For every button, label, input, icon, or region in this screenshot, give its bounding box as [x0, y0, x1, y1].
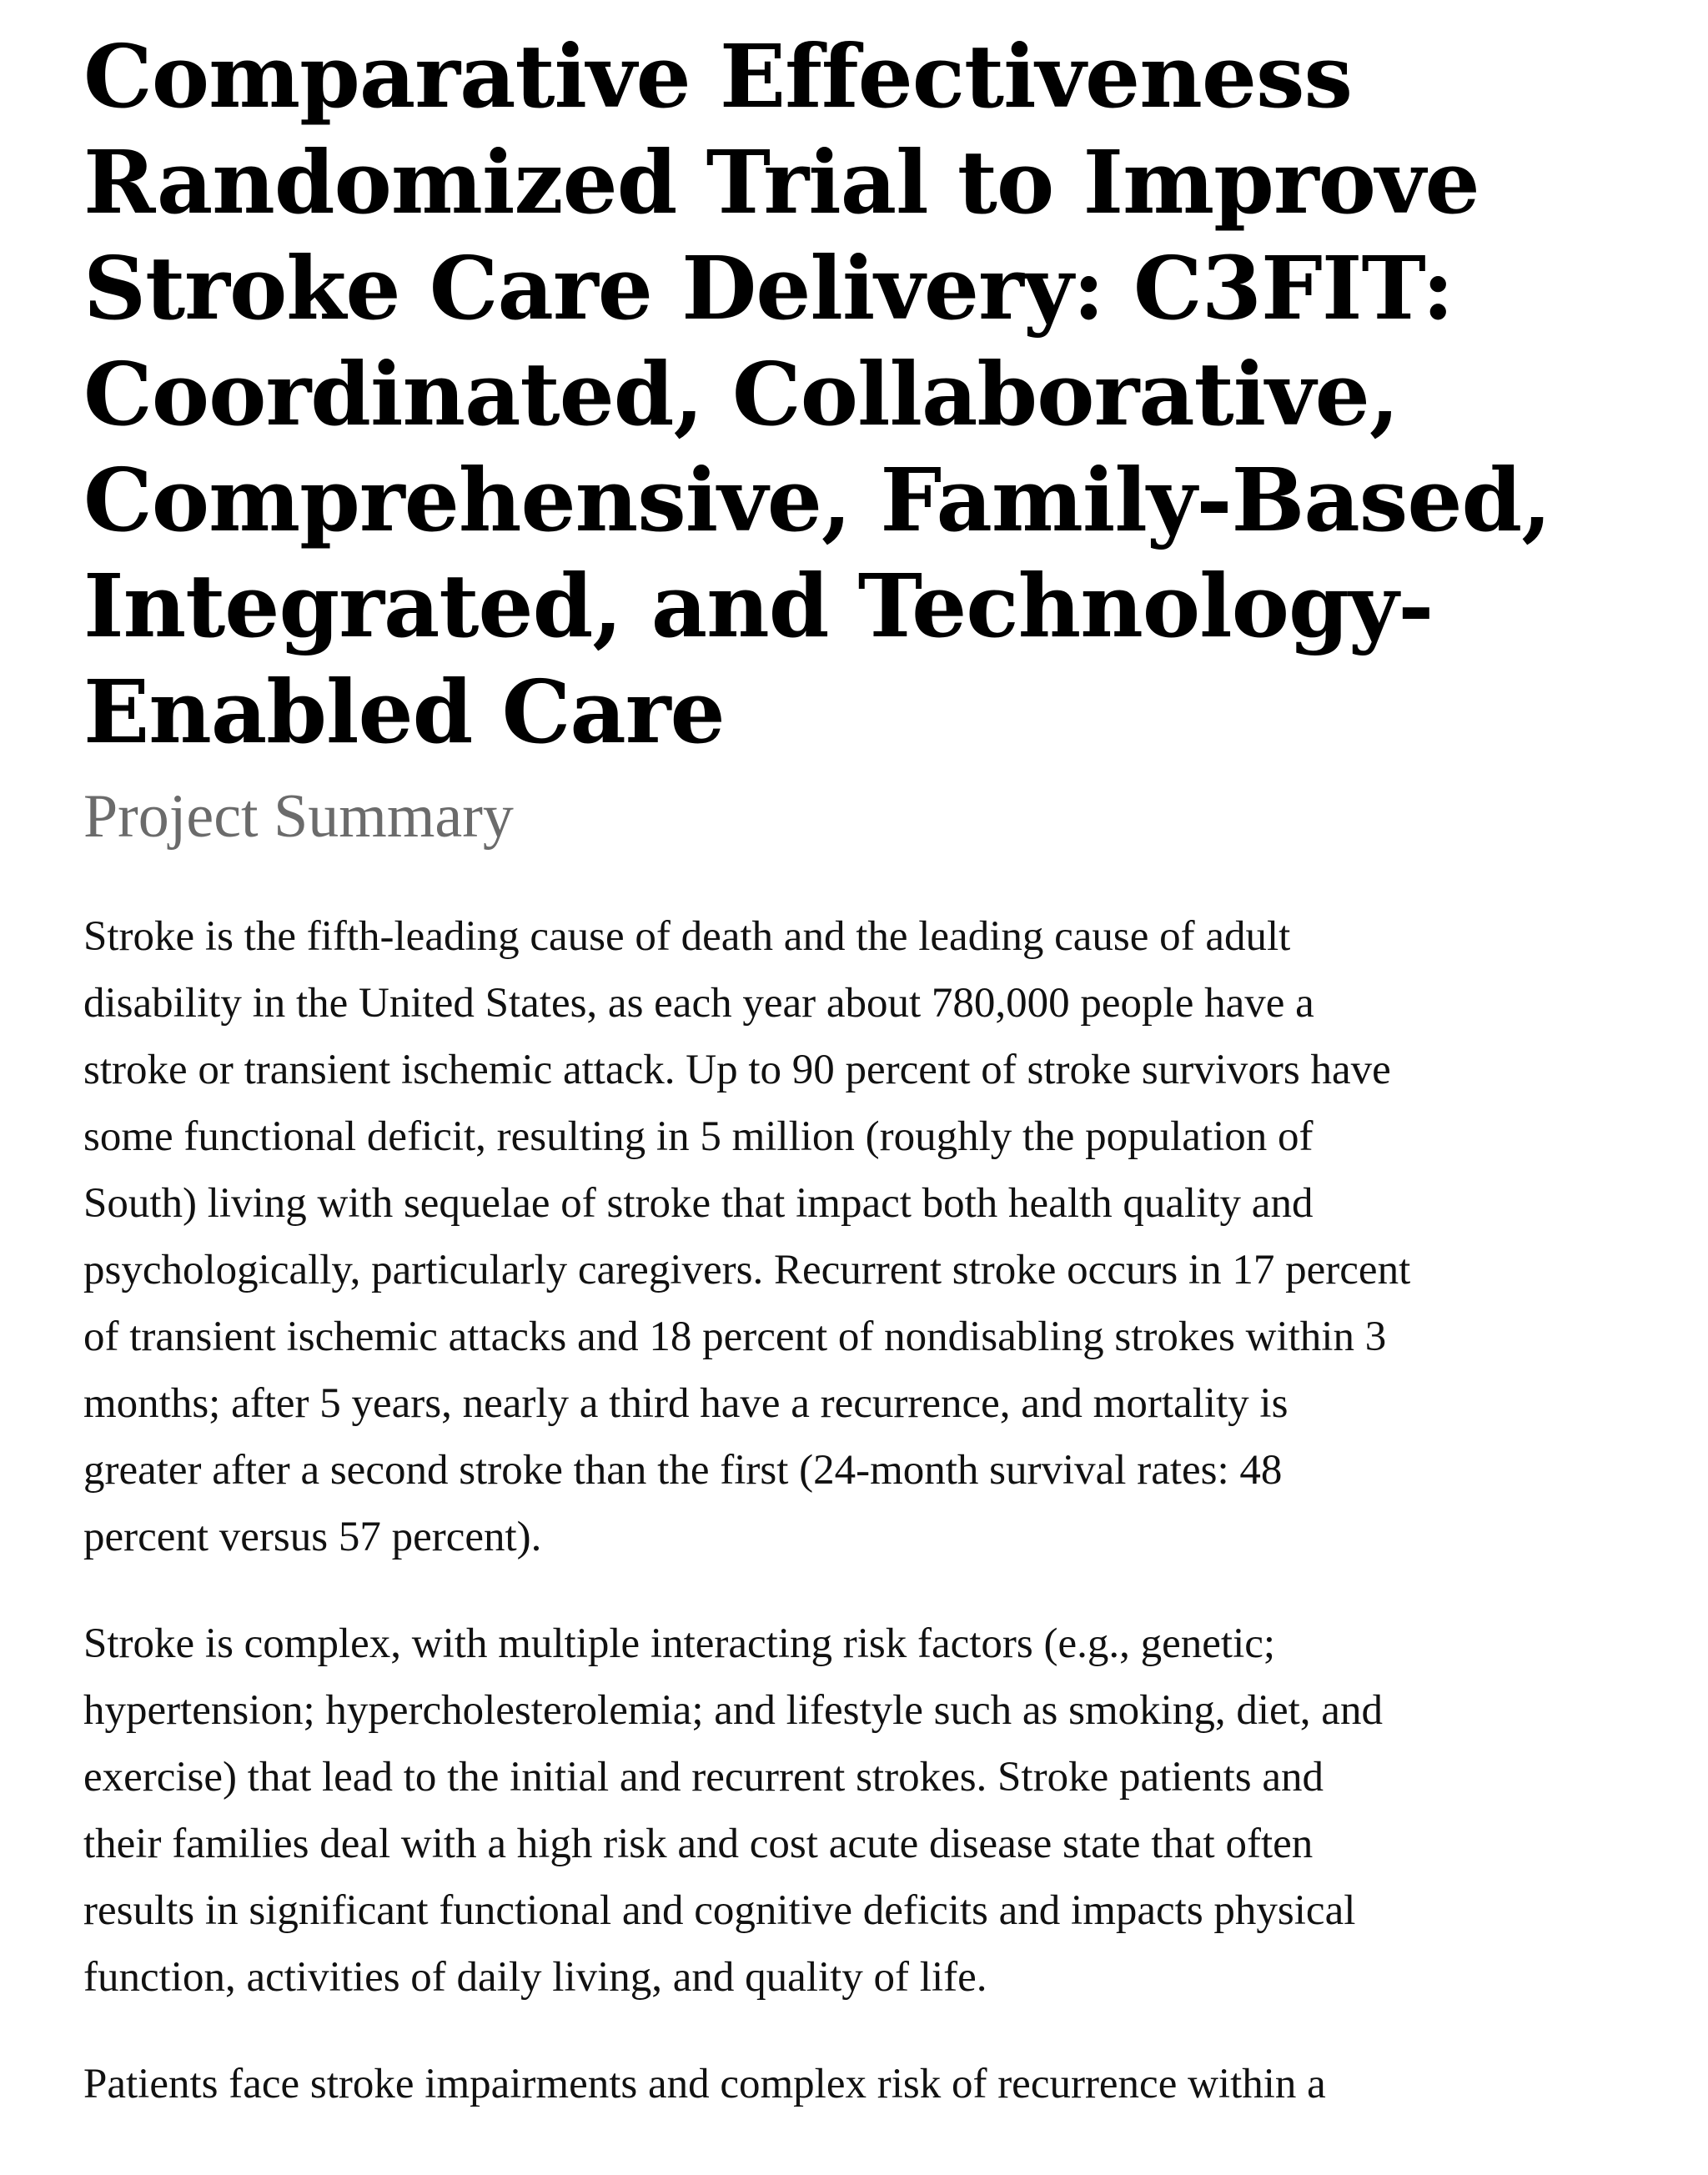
paragraph-1 [83, 903, 1651, 1570]
body-text [83, 903, 1651, 2117]
title-line: Comparative Effectiveness [83, 25, 1353, 128]
text-line: psychologically, particularly caregivers. Recurrent stroke occurs in 17 percent [83, 1247, 1411, 1293]
text-line: their families deal with a high risk and cost acute disease state that often [83, 1821, 1314, 1867]
title-line: Comprehensive, Family-Based, [83, 449, 1551, 551]
text-line: Stroke is complex, with multiple interacting risk factors (e.g., genetic; [83, 1620, 1276, 1667]
paragraph-3 [83, 2051, 1651, 2117]
title-line: Integrated, and Technology- [83, 555, 1434, 657]
text-line: disability in the United States, as each year about 780,000 people have a [83, 980, 1314, 1027]
document-page [83, 23, 1651, 2157]
title-line: Randomized Trial to Improve [83, 131, 1479, 234]
text-line: Stroke is the fifth-leading cause of death and the leading cause of adult [83, 913, 1291, 960]
text-line: stroke or transient ischemic attack. Up to 90 percent of stroke survivors have [83, 1047, 1391, 1093]
text-line: percent versus 57 percent). [83, 1514, 542, 1560]
text-line: results in significant functional and cognitive deficits and impacts physical [83, 1887, 1356, 1934]
text-line: of transient ischemic attacks and 18 percent of nondisabling strokes within 3 [83, 1314, 1387, 1360]
text-line: Patients face stroke impairments and complex risk of recurrence within a [83, 2061, 1326, 2107]
text-line: hypertension; hypercholesterolemia; and lifestyle such as smoking, diet, and [83, 1687, 1383, 1734]
text-line: months; after 5 years, nearly a third have a recurrence, and mortality is [83, 1380, 1289, 1427]
section-subtitle: Project Summary [83, 782, 514, 851]
title-line: Coordinated, Collaborative, [83, 343, 1399, 445]
document-title [83, 23, 1651, 765]
paragraph-2 [83, 1610, 1651, 2011]
title-line: Enabled Care [83, 661, 725, 763]
text-line: greater after a second stroke than the first (24-month survival rates: 48 [83, 1447, 1283, 1494]
text-line: exercise) that lead to the initial and recurrent strokes. Stroke patients and [83, 1754, 1324, 1801]
title-line: Stroke Care Delivery: C3FIT: [83, 237, 1454, 339]
text-line: some functional deficit, resulting in 5 million (roughly the population of [83, 1113, 1314, 1160]
text-line: function, activities of daily living, and quality of life. [83, 1954, 987, 2001]
text-line: South) living with sequelae of stroke that impact both health quality and [83, 1180, 1314, 1227]
